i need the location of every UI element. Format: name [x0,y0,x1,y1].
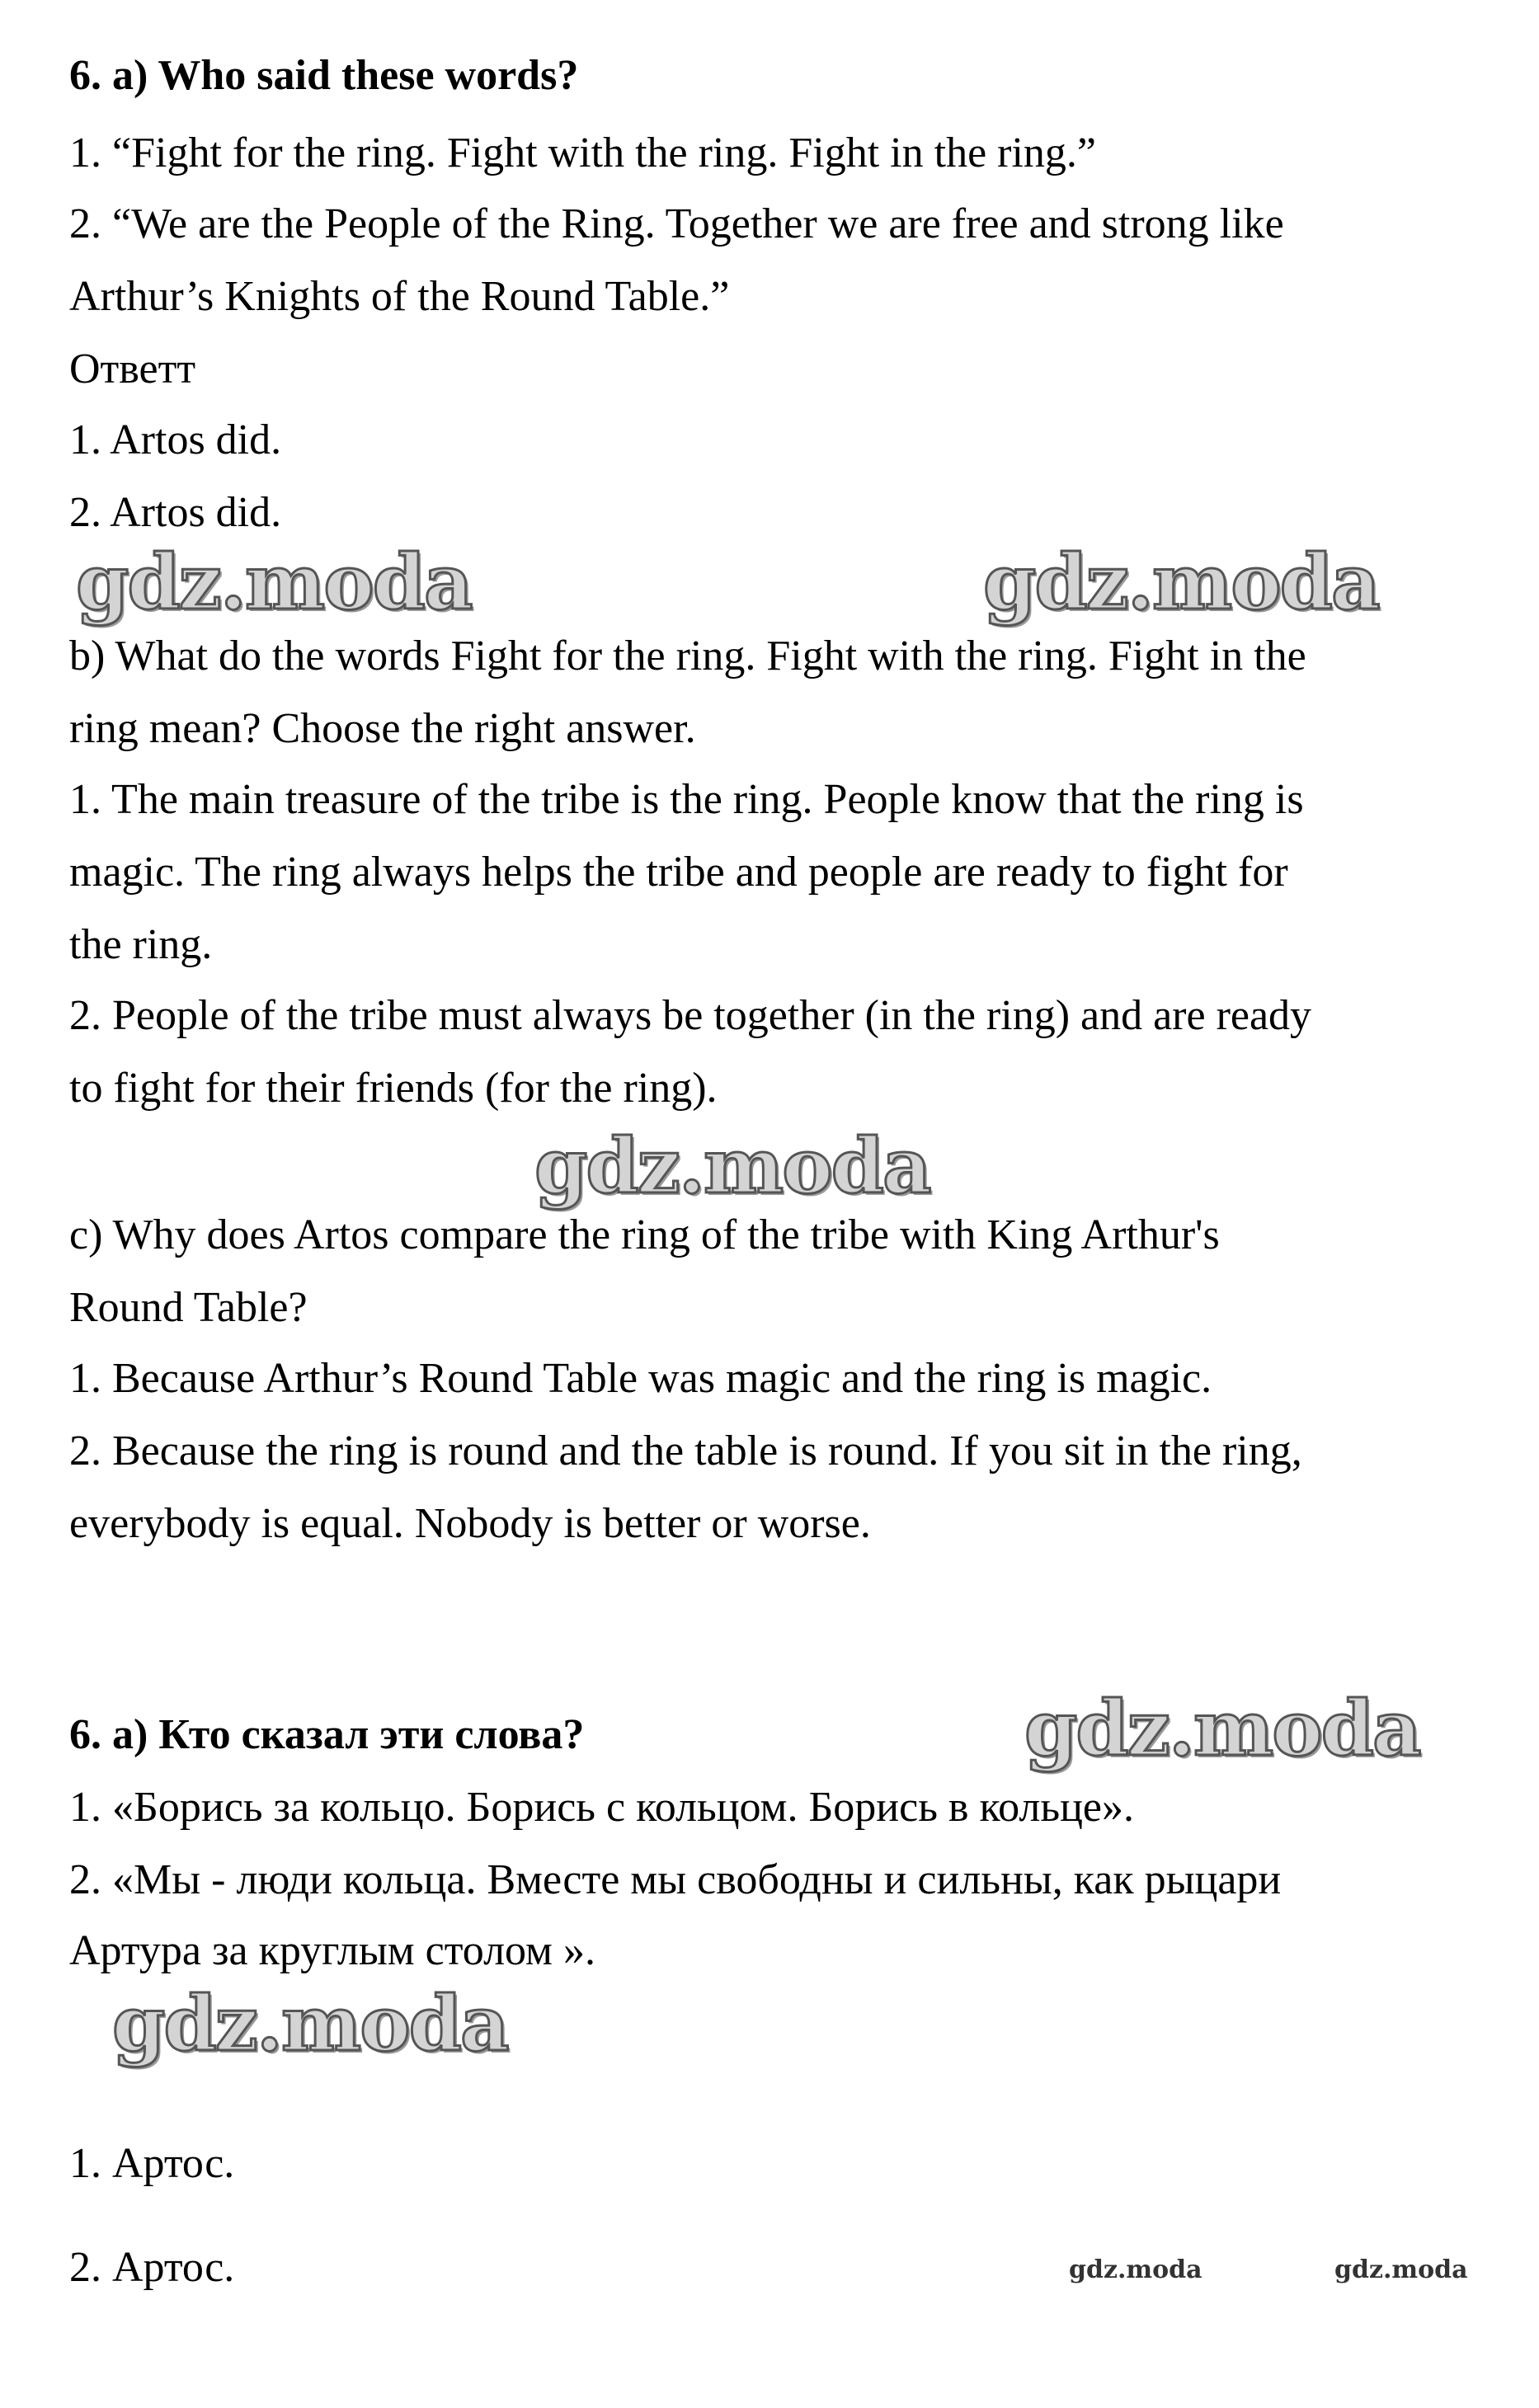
option-c-1: 1. Because Arthur’s Round Table was magic and the ring is magic. [69,1355,1212,1402]
quote-2-line-2-ru: Артура за круглым столом ». [69,1927,595,1974]
option-c-2-line-1: 2. Because the ring is round and the table is round. If you sit in the ring, [69,1427,1302,1474]
watermark: gdz.moda [76,538,472,627]
quote-2-line-2-en: Arthur’s Knights of the Round Table.” [69,273,730,320]
option-b-1-line-2: magic. The ring always helps the tribe and people are ready to fight for [69,849,1288,896]
watermark: gdz.moda [534,1122,930,1211]
option-b-2-line-2: to fight for their friends (for the ring). [69,1065,718,1112]
quote-1-en: 1. “Fight for the ring. Fight with the ring. Fight in the ring.” [69,129,1097,176]
answer-2-en: 2. Artos did. [69,489,282,536]
answer-2-ru: 2. Артос. [69,2244,235,2291]
watermark: gdz.moda [983,538,1379,627]
watermark: gdz.moda [112,1979,508,2068]
watermark-small: gdz.moda [1334,2255,1468,2284]
watermark-small: gdz.moda [1069,2255,1202,2284]
heading-6a-ru: 6. а) Кто сказал эти слова? [69,1711,585,1758]
option-b-1-line-3: the ring. [69,921,213,968]
heading-6a-en: 6. a) Who said these words? [69,52,579,99]
quote-2-line-1-ru: 2. «Мы - люди кольца. Вместе мы свободны и сильны, как рыцари [69,1856,1282,1903]
question-c-line-1: c) Why does Artos compare the ring of the tribe with King Arthur's [69,1211,1220,1258]
quote-1-ru: 1. «Борись за кольцо. Борись с кольцом. Борись в кольце». [69,1784,1134,1831]
answer-label: Ответт [69,346,196,393]
option-b-2-line-1: 2. People of the tribe must always be together (in the ring) and are ready [69,992,1312,1039]
question-b-line-2: ring mean? Choose the right answer. [69,705,696,752]
answer-1-ru: 1. Артос. [69,2140,235,2187]
question-b-line-1: b) What do the words Fight for the ring. Fight with the ring. Fight in the [69,633,1306,680]
quote-2-line-1-en: 2. “We are the People of the Ring. Together we are free and strong like [69,200,1284,247]
watermark: gdz.moda [1024,1684,1420,1773]
option-c-2-line-2: everybody is equal. Nobody is better or worse. [69,1500,871,1547]
question-c-line-2: Round Table? [69,1284,308,1331]
option-b-1-line-1: 1. The main treasure of the tribe is the ring. People know that the ring is [69,776,1304,823]
answer-1-en: 1. Artos did. [69,416,282,463]
